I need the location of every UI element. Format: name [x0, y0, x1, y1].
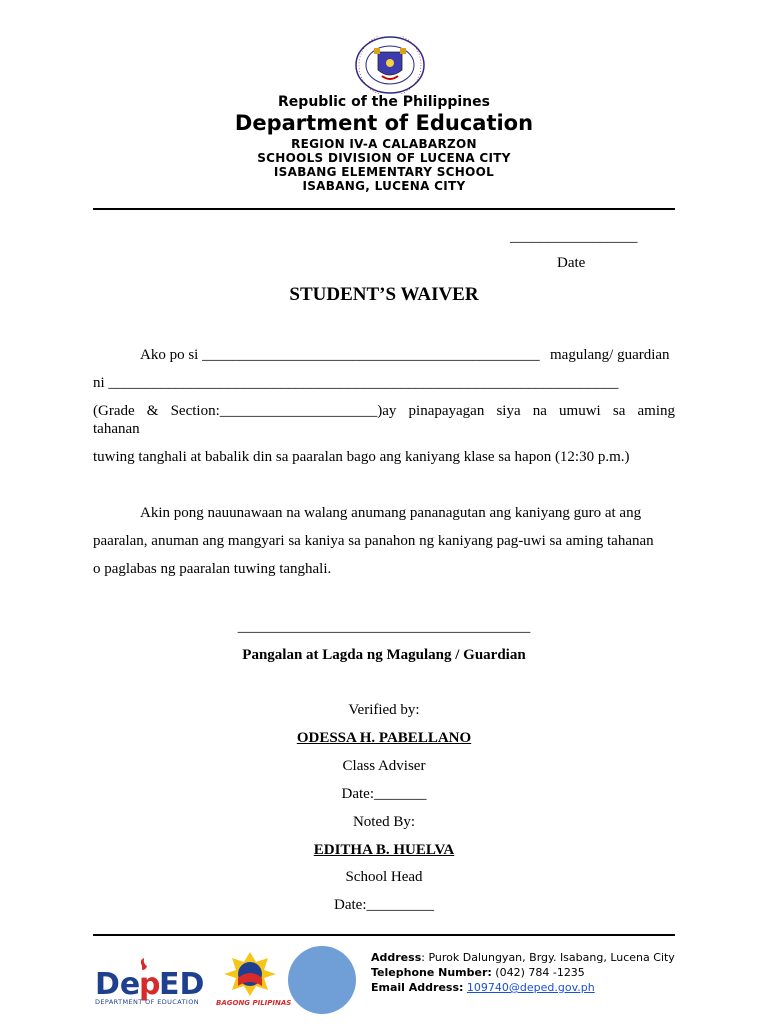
bagong-pilipinas-logo [216, 948, 292, 1010]
phone-label: Telephone Number: [371, 966, 492, 979]
footer-email [371, 981, 595, 994]
department-heading: Department of Education [234, 111, 534, 135]
footer-phone [371, 966, 585, 979]
address-label: Address [371, 951, 422, 964]
para1-line3-cont: tahanan [93, 421, 140, 437]
footer-divider [93, 934, 675, 936]
para2-line1: Akin pong nauunawaan na walang anumang pananagutan ang kaniyang guro at ang [140, 505, 642, 521]
deped-tagline: DEPARTMENT OF EDUCATION [95, 998, 200, 1006]
page-title: STUDENT’S WAIVER [289, 284, 479, 305]
head-title: School Head [345, 869, 423, 885]
para1-line2: ni ____________________________________________________________________ [93, 375, 619, 391]
deped-seal-icon [354, 36, 426, 94]
footer-address [371, 951, 675, 964]
phone-value: (042) 784 -1235 [491, 966, 585, 979]
svg-text:De: De [95, 967, 141, 1002]
address-value: : Purok Dalungyan, Brgy. Isabang, Lucena City [421, 951, 675, 964]
signature-label: Pangalan at Lagda ng Magulang / Guardian [242, 647, 526, 663]
date-line: _________________ [510, 229, 638, 245]
bagong-pilipinas-icon [216, 948, 284, 1000]
school-logo-circle [288, 946, 356, 1014]
email-label: Email Address: [371, 981, 464, 994]
deped-logo [93, 958, 211, 1008]
email-link[interactable]: 109740@deped.gov.ph [466, 981, 595, 994]
para2-line2: paaralan, anuman ang mangyari sa kaniya sa panahon ng kaniyang pag-uwi sa aming tahanan [93, 533, 654, 549]
date-label: Date [557, 255, 586, 271]
adviser-title: Class Adviser [342, 758, 426, 774]
verified-by-label: Verified by: [348, 702, 420, 718]
region-heading: REGION IV-A CALABARZON [291, 137, 477, 151]
republic-heading: Republic of the Philippines [278, 94, 490, 110]
deped-seal [354, 36, 426, 94]
header-divider [93, 208, 675, 210]
adviser-date: Date:_______ [341, 786, 427, 802]
division-heading: SCHOOLS DIVISION OF LUCENA CITY [257, 151, 511, 165]
adviser-name: ODESSA H. PABELLANO [296, 730, 472, 746]
para1-line1-left: Ako po si _____________________________________________ [140, 347, 540, 363]
head-name: EDITHA B. HUELVA [313, 842, 455, 858]
head-date: Date:_________ [334, 897, 434, 913]
bagong-pilipinas-label: BAGONG PILIPINAS [216, 999, 292, 1007]
svg-text:ED: ED [159, 967, 205, 1002]
para1-line4: tuwing tanghali at babalik din sa paaralan bago ang kaniyang klase sa hapon (12:30 p.m.) [93, 449, 630, 465]
para1-line3: (Grade & Section:_____________________)ay pinapayagan siya na umuwi sa aming [93, 403, 675, 419]
address-heading: ISABANG, LUCENA CITY [302, 179, 466, 193]
signature-line: _______________________________________ [237, 619, 531, 635]
noted-by-label: Noted By: [352, 814, 416, 830]
svg-text:p: p [139, 967, 161, 1002]
para2-line3: o paglabas ng paaralan tuwing tanghali. [93, 561, 332, 577]
school-heading: ISABANG ELEMENTARY SCHOOL [273, 165, 495, 179]
para1-line1-right: magulang/ guardian [550, 347, 670, 363]
